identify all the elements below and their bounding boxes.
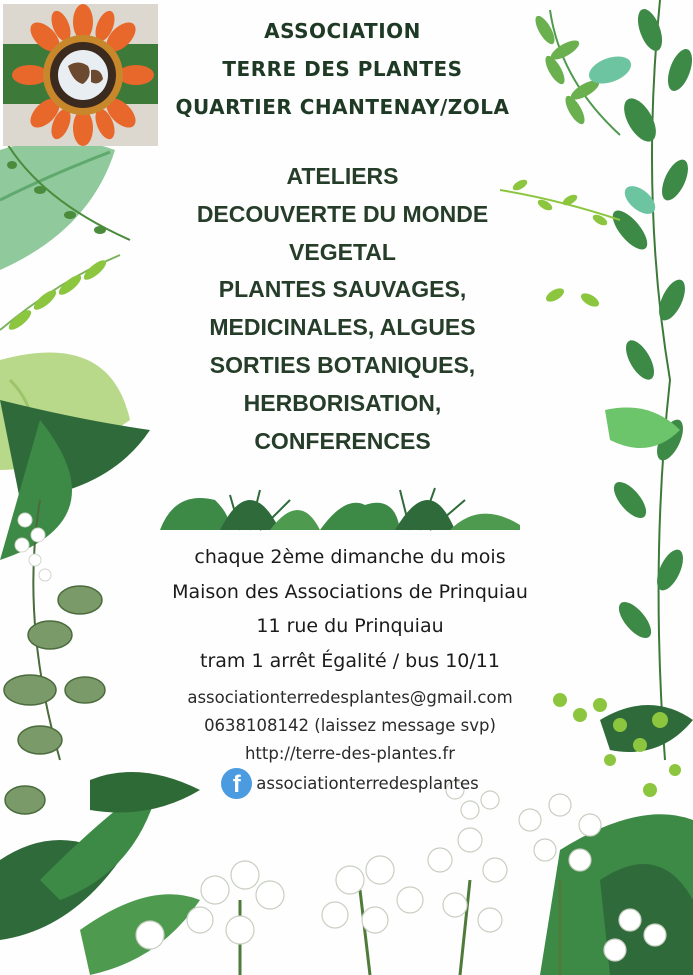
sunflower-globe-logo-icon — [3, 4, 158, 146]
title-line: CONFERENCES — [254, 427, 431, 454]
title-line: DECOUVERTE DU MONDE — [196, 200, 489, 227]
address-text: 11 rue du Prinquiau — [256, 615, 444, 637]
facebook-row[interactable] — [130, 768, 570, 799]
contact-info — [130, 684, 570, 799]
activities-title — [170, 158, 515, 460]
title-line: PLANTES SAUVAGES, — [218, 276, 467, 303]
phone-text: 0638108142 (laissez message svp) — [204, 716, 496, 735]
website-link[interactable]: http://terre-des-plantes.fr — [244, 744, 456, 763]
association-logo — [3, 4, 158, 146]
title-line: VEGETAL — [289, 238, 396, 265]
title-line: HERBORISATION, — [243, 389, 442, 416]
title-line: ATELIERS — [286, 163, 399, 189]
title-line: SORTIES BOTANIQUES, — [209, 351, 476, 378]
facebook-handle[interactable]: associationterredesplantes — [256, 773, 479, 793]
schedule-text: chaque 2ème dimanche du mois — [194, 546, 506, 568]
facebook-icon[interactable]: f — [221, 768, 252, 799]
event-info — [130, 540, 570, 678]
association-header — [160, 12, 525, 126]
email-link[interactable]: associationterredesplantes@gmail.com — [187, 688, 513, 707]
venue-text: Maison des Associations de Prinquiau — [172, 580, 528, 603]
transport-text: tram 1 arrêt Égalité / bus 10/11 — [200, 649, 500, 672]
header-line-name: TERRE DES PLANTES — [222, 57, 463, 81]
header-line-association: ASSOCIATION — [264, 19, 421, 43]
title-line: MEDICINALES, ALGUES — [209, 314, 476, 341]
header-line-quarter: QUARTIER CHANTENAY/ZOLA — [175, 95, 510, 119]
